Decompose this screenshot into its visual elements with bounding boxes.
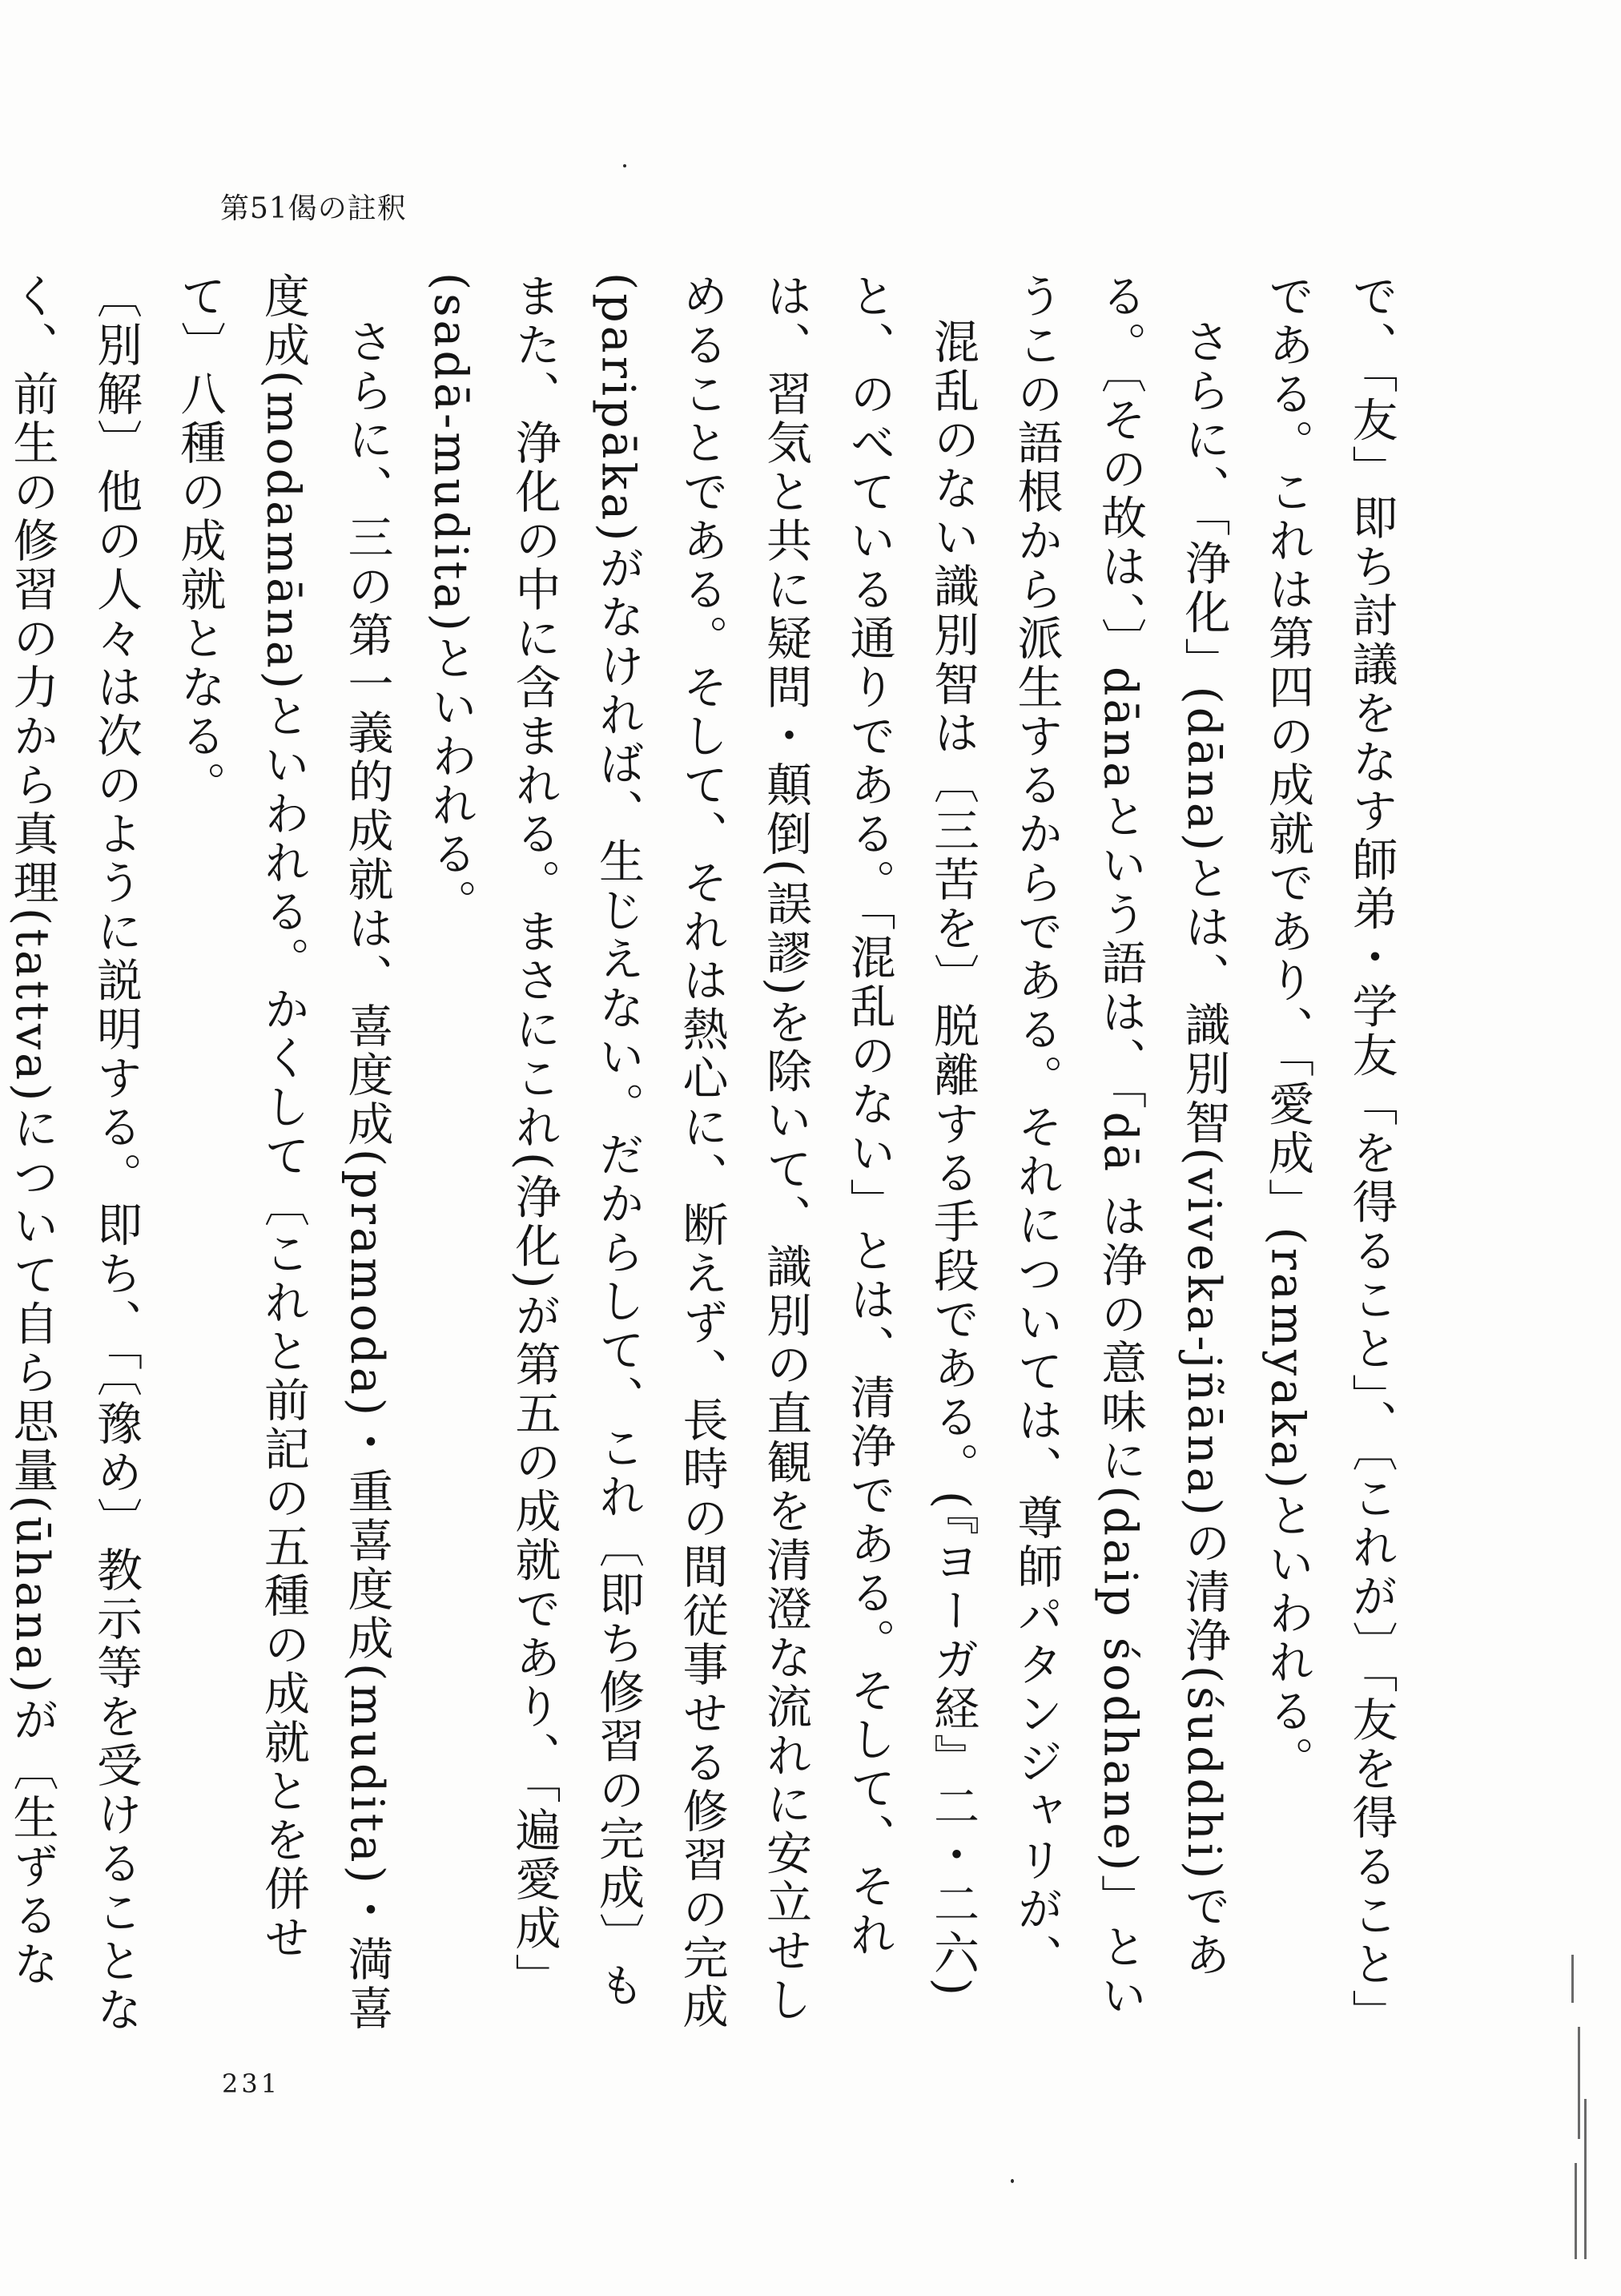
paragraph: さらに、「浄化」(dāna)とは、識別智(viveka-jñāna)の清浄(śuddhi)である。〔その故は、〕dānaという語は、「dā は浄の意味に(daip śodhane)」というこの語根から派生するからである。それについては、尊師パタンジャリが、	[1010, 272, 1230, 2021]
running-head: 第51偈の註釈	[220, 192, 407, 225]
scan-speck	[1011, 2179, 1014, 2183]
paragraph: さらに、三の第一義的成就は、喜度成(pramoda)・重喜度成(mudita)・満喜度成(modamāna)といわれる。かくして〔これと前記の五種の成就とを併せて〕八種の成就となる。	[173, 272, 393, 2033]
page-number: 231	[222, 2068, 281, 2099]
paragraph: で、「友」即ち討議をなす師弟・学友「を得ること」、〔これが〕「友を得ること」である。これは第四の成就であり、「愛成」(ramyaka)といわれる。	[1261, 272, 1398, 2016]
scan-edge-mark	[1567, 1955, 1599, 2291]
body-text	[6, 272, 1413, 2035]
paragraph: と、のべている通りである。「混乱のない」とは、清浄である。そして、それは、習気と共に疑問・顛倒(誤謬)を除いて、識別の直観を清澄な流れに安立せしめることである。そして、それは熱心に、断えず、長時の間従事せる修習の完成(paripāka)がなければ、生じえない。だからして、これ〔即ち修習の完成〕もまた、浄化の中に含まれる。まさにこれ(浄化)が第五の成就であり、「遍愛成」(sadā-mudita)といわれる。	[424, 272, 895, 2032]
scan-speck	[623, 164, 626, 167]
paragraph: 〔別解〕他の人々は次のように説明する。即ち、「〔豫め〕教示等を受けることなく、前生の修習の力から真理(tattva)について自ら思量(ūhana)が〔生ずるな	[6, 272, 143, 2035]
quotation-paragraph: 混乱のない識別智は〔三苦を〕脱離する手段である。(『ヨーガ経』二・二六)	[926, 318, 979, 1999]
